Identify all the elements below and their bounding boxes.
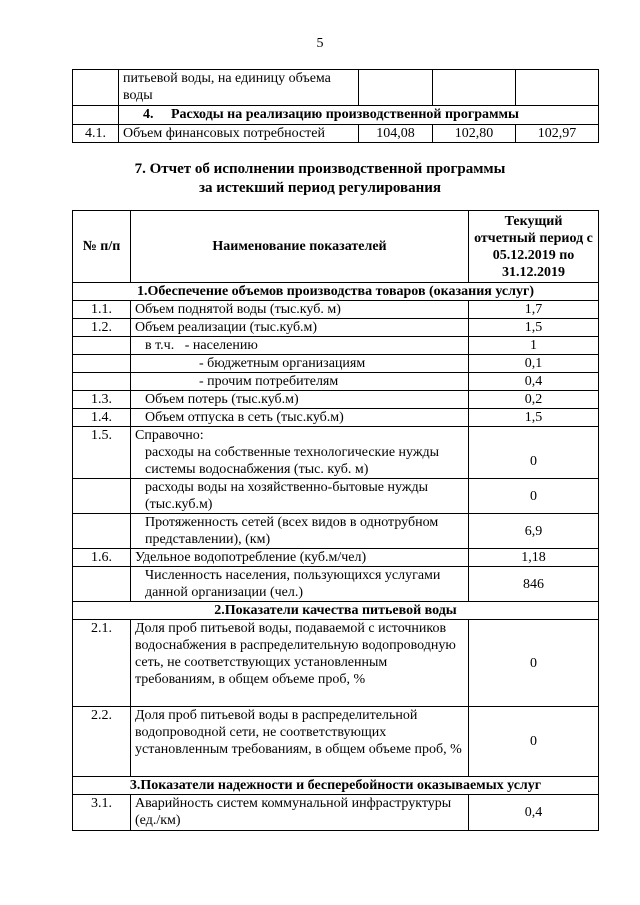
row-name: Объем потерь (тыс.куб.м) xyxy=(131,391,469,409)
table-row xyxy=(73,337,599,355)
section-4-number: 4. xyxy=(143,107,154,122)
value-cell: 0 xyxy=(469,479,599,514)
row-name: Объем финансовых потребностей xyxy=(119,125,359,143)
report-table xyxy=(72,210,599,831)
row-number xyxy=(73,514,131,549)
section-heading xyxy=(0,160,640,198)
table-row xyxy=(73,444,599,479)
row-number: 1.3. xyxy=(73,391,131,409)
value-cell: 1 xyxy=(469,337,599,355)
table-row xyxy=(73,620,599,707)
section-row xyxy=(73,602,599,620)
row-name: расходы воды на хозяйственно-бытовые нужды (тыс.куб.м) xyxy=(131,479,469,514)
table-row xyxy=(73,319,599,337)
section-title: 2.Показатели качества питьевой воды xyxy=(73,602,599,620)
value-cell: 0 xyxy=(469,444,599,479)
heading-line-1: 7. Отчет об исполнении производственной программы xyxy=(134,161,506,177)
value-cell: 846 xyxy=(469,567,599,602)
value-cell: 0,4 xyxy=(469,795,599,831)
heading-line-2: за истекший период регулирования xyxy=(198,180,442,196)
section-title: 3.Показатели надежности и бесперебойности оказываемых услуг xyxy=(73,777,599,795)
row-number xyxy=(73,337,131,355)
value-cell: 1,7 xyxy=(469,301,599,319)
value-cell: 104,08 xyxy=(359,125,433,143)
header-name: Наименование показателей xyxy=(131,211,469,283)
header-number: № п/п xyxy=(73,211,131,283)
header-period: Текущий отчетный период с 05.12.2019 по 31.12.2019 xyxy=(469,211,599,283)
row-name: Справочно: xyxy=(131,427,469,445)
table-row xyxy=(73,549,599,567)
table-row xyxy=(73,301,599,319)
row-number: 2.1. xyxy=(73,620,131,707)
row-name: Численность населения, пользующихся услугами данной организации (чел.) xyxy=(131,567,469,602)
row-name: Объем реализации (тыс.куб.м) xyxy=(131,319,469,337)
page-number: 5 xyxy=(316,36,324,51)
section-4-title: Расходы на реализацию производственной программы xyxy=(171,107,519,122)
row-number xyxy=(73,355,131,373)
table-row xyxy=(73,514,599,549)
value-cell: 1,5 xyxy=(469,319,599,337)
row-number xyxy=(73,444,131,479)
value-cell: 0,4 xyxy=(469,373,599,391)
row-number xyxy=(73,567,131,602)
previous-table-continuation xyxy=(72,69,599,143)
row-name: - прочим потребителям xyxy=(131,373,469,391)
section-row xyxy=(73,777,599,795)
value-cell: 1,5 xyxy=(469,409,599,427)
table-row xyxy=(73,70,599,106)
value-cell: 0 xyxy=(469,707,599,777)
table-row xyxy=(73,479,599,514)
row-number: 1.6. xyxy=(73,549,131,567)
section-4-row xyxy=(73,106,599,125)
row-name: Объем отпуска в сеть (тыс.куб.м) xyxy=(131,409,469,427)
row-number: 1.5. xyxy=(73,427,131,445)
table-row xyxy=(73,409,599,427)
row-number: 4.1. xyxy=(73,125,119,143)
section-row xyxy=(73,283,599,301)
row-number xyxy=(73,479,131,514)
value-cell xyxy=(469,427,599,445)
row-name: в т.ч. - населению xyxy=(131,337,469,355)
row-number: 2.2. xyxy=(73,707,131,777)
row-number: 1.4. xyxy=(73,409,131,427)
row-name: Объем поднятой воды (тыс.куб. м) xyxy=(131,301,469,319)
section-title: 1.Обеспечение объемов производства товаров (оказания услуг) xyxy=(73,283,599,301)
table-row xyxy=(73,125,599,143)
value-cell: 102,97 xyxy=(516,125,599,143)
value-cell: 102,80 xyxy=(433,125,516,143)
row-name: Доля проб питьевой воды, подаваемой с источников водоснабжения в распределительную водопроводную сеть, не соответствующих установленным требованиям, в общем объеме проб, % xyxy=(131,620,469,707)
row-number xyxy=(73,373,131,391)
row-number: 1.2. xyxy=(73,319,131,337)
table-row xyxy=(73,427,599,445)
row-number: 1.1. xyxy=(73,301,131,319)
row-name: Удельное водопотребление (куб.м/чел) xyxy=(131,549,469,567)
value-cell: 0,2 xyxy=(469,391,599,409)
row-name: расходы на собственные технологические нужды системы водоснабжения (тыс. куб. м) xyxy=(131,444,469,479)
table-row xyxy=(73,373,599,391)
row-name: Доля проб питьевой воды в распределительной водопроводной сети, не соответствующих установленным требованиям, в общем объеме проб, % xyxy=(131,707,469,777)
table-row xyxy=(73,567,599,602)
table-row xyxy=(73,355,599,373)
row-name: Аварийность систем коммунальной инфраструктуры (ед./км) xyxy=(131,795,469,831)
table-header xyxy=(73,211,599,283)
row-number: 3.1. xyxy=(73,795,131,831)
value-cell: 0,1 xyxy=(469,355,599,373)
row-name: - бюджетным организациям xyxy=(131,355,469,373)
table-row xyxy=(73,391,599,409)
table-row xyxy=(73,795,599,831)
row-name: Протяженность сетей (всех видов в однотрубном представлении), (км) xyxy=(131,514,469,549)
value-cell: 6,9 xyxy=(469,514,599,549)
table-row xyxy=(73,707,599,777)
value-cell: 0 xyxy=(469,620,599,707)
value-cell: 1,18 xyxy=(469,549,599,567)
row-name: питьевой воды, на единицу объема воды xyxy=(119,70,359,106)
